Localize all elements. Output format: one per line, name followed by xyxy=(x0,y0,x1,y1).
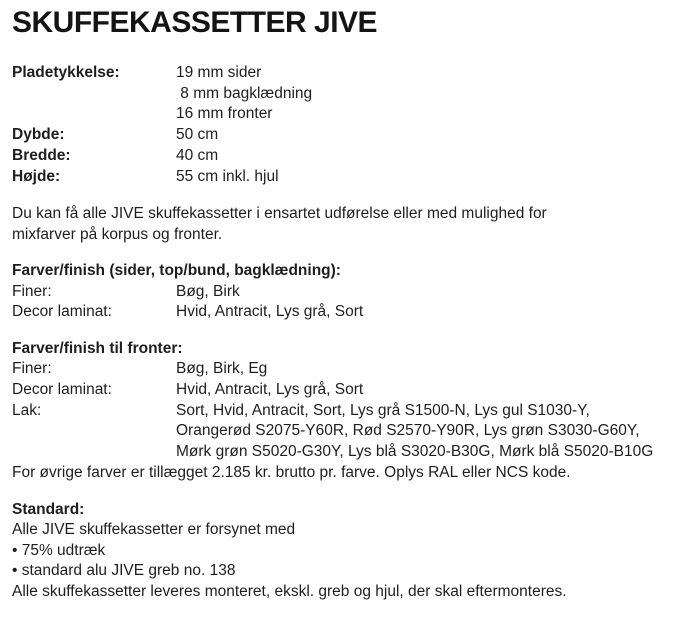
fronter-price-note: For øvrige farver er tillægget 2.185 kr. brutto pr. farve. Oplys RAL eller NCS kode. xyxy=(12,464,571,481)
fronter-finer-value: Bøg, Birk, Eg xyxy=(176,360,268,377)
fronter-decor-label: Decor laminat: xyxy=(12,381,112,398)
standard-bullet-1: • 75% udtræk xyxy=(12,542,106,559)
dybde-value: 50 cm xyxy=(176,126,219,143)
korpus-heading: Farver/finish (sider, top/bund, bagklædning): xyxy=(12,262,341,279)
hojde-label: Højde: xyxy=(12,168,61,185)
korpus-decor-value: Hvid, Antracit, Lys grå, Sort xyxy=(176,303,364,320)
pladetykkelse-value-2: 8 mm bagklædning xyxy=(176,85,313,102)
hojde-value: 55 cm inkl. hjul xyxy=(176,168,279,185)
page-title: SKUFFEKASSETTER JIVE xyxy=(12,6,378,39)
intro-line-1: Du kan få alle JIVE skuffekassetter i ensartet udførelse eller med mulighed for xyxy=(12,205,547,222)
fronter-lak-line-2: Orangerød S2075-Y60R, Rød S2570-Y90R, Lys grøn S3030-G60Y, xyxy=(176,422,640,439)
fronter-lak-line-3: Mørk grøn S5020-G30Y, Lys blå S3020-B30G, Mørk blå S5020-B10G xyxy=(176,443,654,460)
fronter-decor-value: Hvid, Antracit, Lys grå, Sort xyxy=(176,381,364,398)
fronter-lak-line-1: Sort, Hvid, Antracit, Sort, Lys grå S1500-N, Lys gul S1030-Y, xyxy=(176,402,590,419)
pladetykkelse-value-3: 16 mm fronter xyxy=(176,105,273,122)
korpus-decor-label: Decor laminat: xyxy=(12,303,112,320)
standard-bullet-2: • standard alu JIVE greb no. 138 xyxy=(12,562,236,579)
korpus-finer-value: Bøg, Birk xyxy=(176,283,240,300)
pladetykkelse-value-1: 19 mm sider xyxy=(176,64,262,81)
fronter-lak-label: Lak: xyxy=(12,402,42,419)
standard-line-4: Alle skuffekassetter leveres monteret, ekskl. greb og hjul, der skal eftermonteres. xyxy=(12,583,567,600)
korpus-finer-label: Finer: xyxy=(12,283,52,300)
bredde-label: Bredde: xyxy=(12,147,71,164)
dybde-label: Dybde: xyxy=(12,126,65,143)
pladetykkelse-label: Pladetykkelse: xyxy=(12,64,120,81)
standard-heading: Standard: xyxy=(12,501,85,518)
standard-line-1: Alle JIVE skuffekassetter er forsynet med xyxy=(12,521,296,538)
fronter-finer-label: Finer: xyxy=(12,360,52,377)
fronter-heading: Farver/finish til fronter: xyxy=(12,340,183,357)
bredde-value: 40 cm xyxy=(176,147,219,164)
intro-line-2: mixfarver på korpus og fronter. xyxy=(12,226,223,243)
